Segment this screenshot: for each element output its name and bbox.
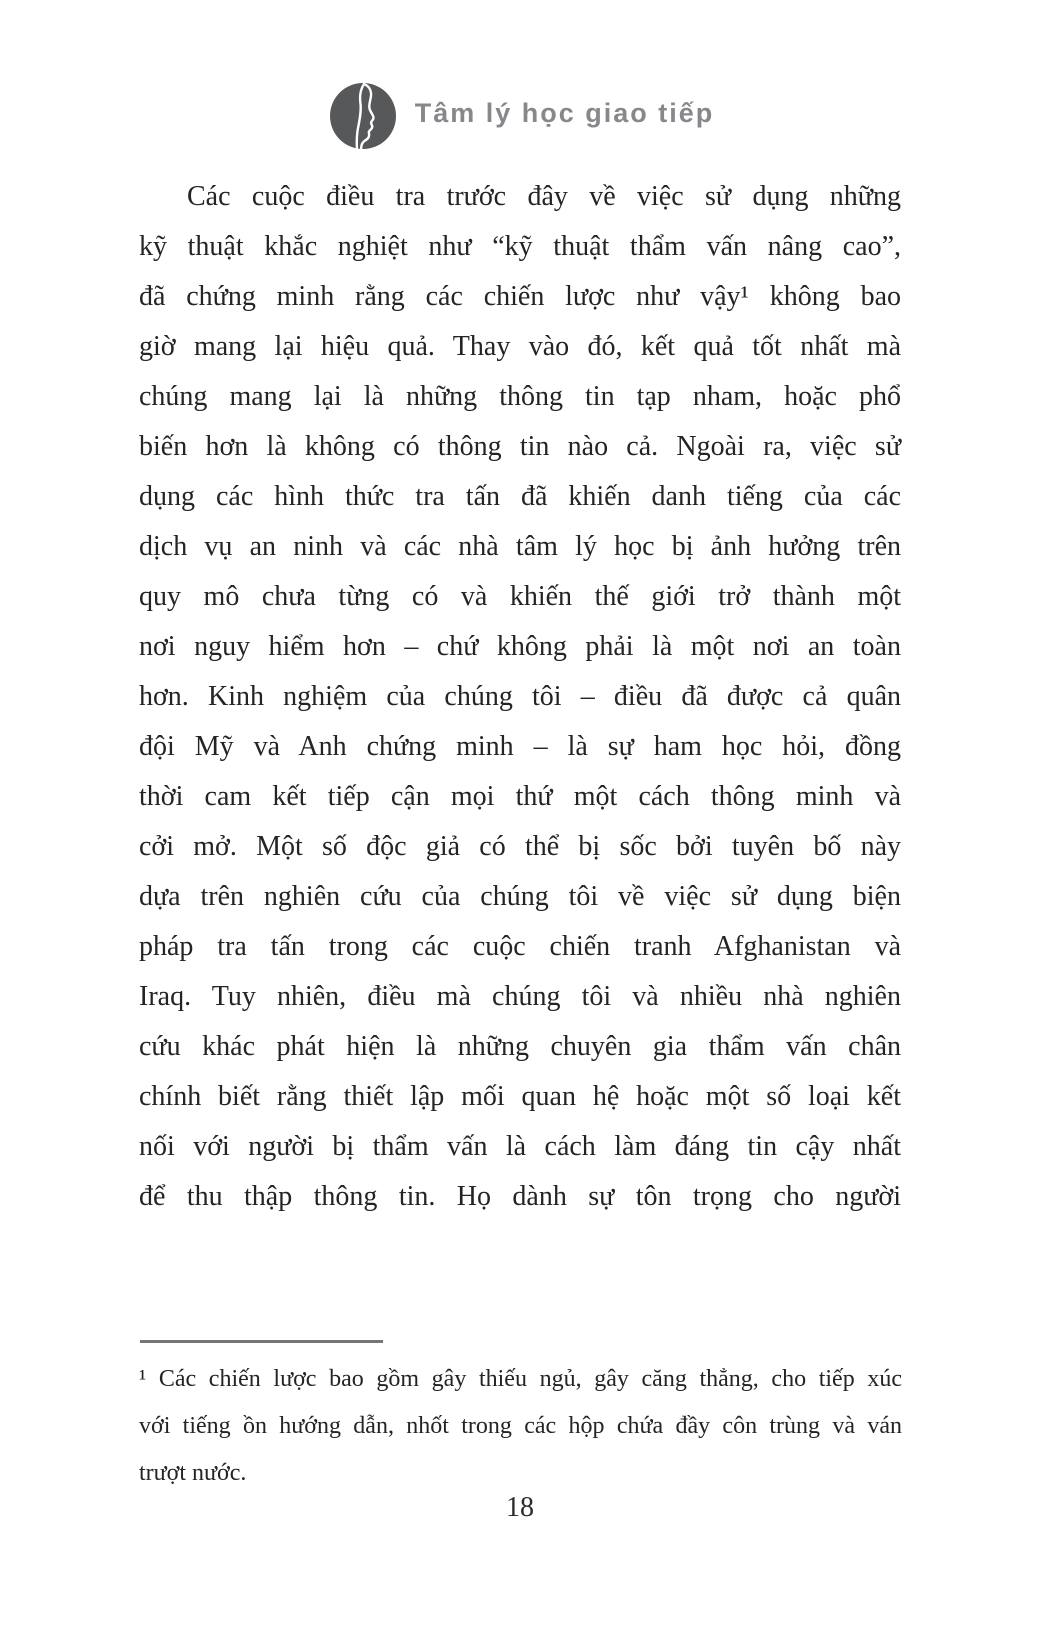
body-line: để thu thập thông tin. Họ dành sự tôn trọng cho người xyxy=(139,1181,901,1212)
body-line: thời cam kết tiếp cận mọi thứ một cách thông minh và xyxy=(139,781,901,812)
page-header xyxy=(0,80,1040,160)
footnote xyxy=(139,1356,902,1497)
body-line: giờ mang lại hiệu quả. Thay vào đó, kết quả tốt nhất mà xyxy=(139,331,901,362)
body-line: đã chứng minh rằng các chiến lược như vậy¹ không bao xyxy=(139,281,901,312)
body-line: cởi mở. Một số độc giả có thể bị sốc bởi tuyên bố này xyxy=(139,831,901,862)
body-text xyxy=(139,172,901,1222)
running-head-title: Tâm lý học giao tiếp xyxy=(414,97,715,128)
body-line: dựa trên nghiên cứu của chúng tôi về việc sử dụng biện xyxy=(139,881,901,912)
footnote-line: ¹ Các chiến lược bao gồm gây thiếu ngủ, gây căng thẳng, cho tiếp xúc xyxy=(139,1366,902,1392)
body-line: Các cuộc điều tra trước đây về việc sử dụng những xyxy=(187,181,901,212)
body-line: Iraq. Tuy nhiên, điều mà chúng tôi và nhiều nhà nghiên xyxy=(139,981,901,1012)
body-line: hơn. Kinh nghiệm của chúng tôi – điều đã được cả quân xyxy=(139,681,901,712)
body-line: cứu khác phát hiện là những chuyên gia thẩm vấn chân xyxy=(139,1031,901,1062)
body-line: dịch vụ an ninh và các nhà tâm lý học bị ảnh hưởng trên xyxy=(139,531,901,562)
body-line: nối với người bị thẩm vấn là cách làm đáng tin cậy nhất xyxy=(139,1131,901,1162)
body-line: dụng các hình thức tra tấn đã khiến danh tiếng của các xyxy=(139,481,901,512)
face-profile-logo-icon xyxy=(326,80,400,160)
footnote-line: với tiếng ồn hướng dẫn, nhốt trong các hộp chứa đầy côn trùng và ván xyxy=(139,1413,902,1439)
footnote-line: trượt nước. xyxy=(139,1460,247,1486)
page-number: 18 xyxy=(506,1492,534,1523)
body-line: chúng mang lại là những thông tin tạp nham, hoặc phổ xyxy=(139,381,901,412)
body-line: đội Mỹ và Anh chứng minh – là sự ham học hỏi, đồng xyxy=(139,731,901,762)
body-line: quy mô chưa từng có và khiến thế giới trở thành một xyxy=(139,581,901,612)
footnote-separator-rule xyxy=(140,1340,383,1343)
body-line: kỹ thuật khắc nghiệt như “kỹ thuật thẩm vấn nâng cao”, xyxy=(139,231,901,262)
body-line: pháp tra tấn trong các cuộc chiến tranh Afghanistan và xyxy=(139,931,901,962)
body-line: chính biết rằng thiết lập mối quan hệ hoặc một số loại kết xyxy=(139,1081,901,1112)
body-line: nơi nguy hiểm hơn – chứ không phải là một nơi an toàn xyxy=(139,631,901,662)
body-line: biến hơn là không có thông tin nào cả. Ngoài ra, việc sử xyxy=(139,431,901,462)
